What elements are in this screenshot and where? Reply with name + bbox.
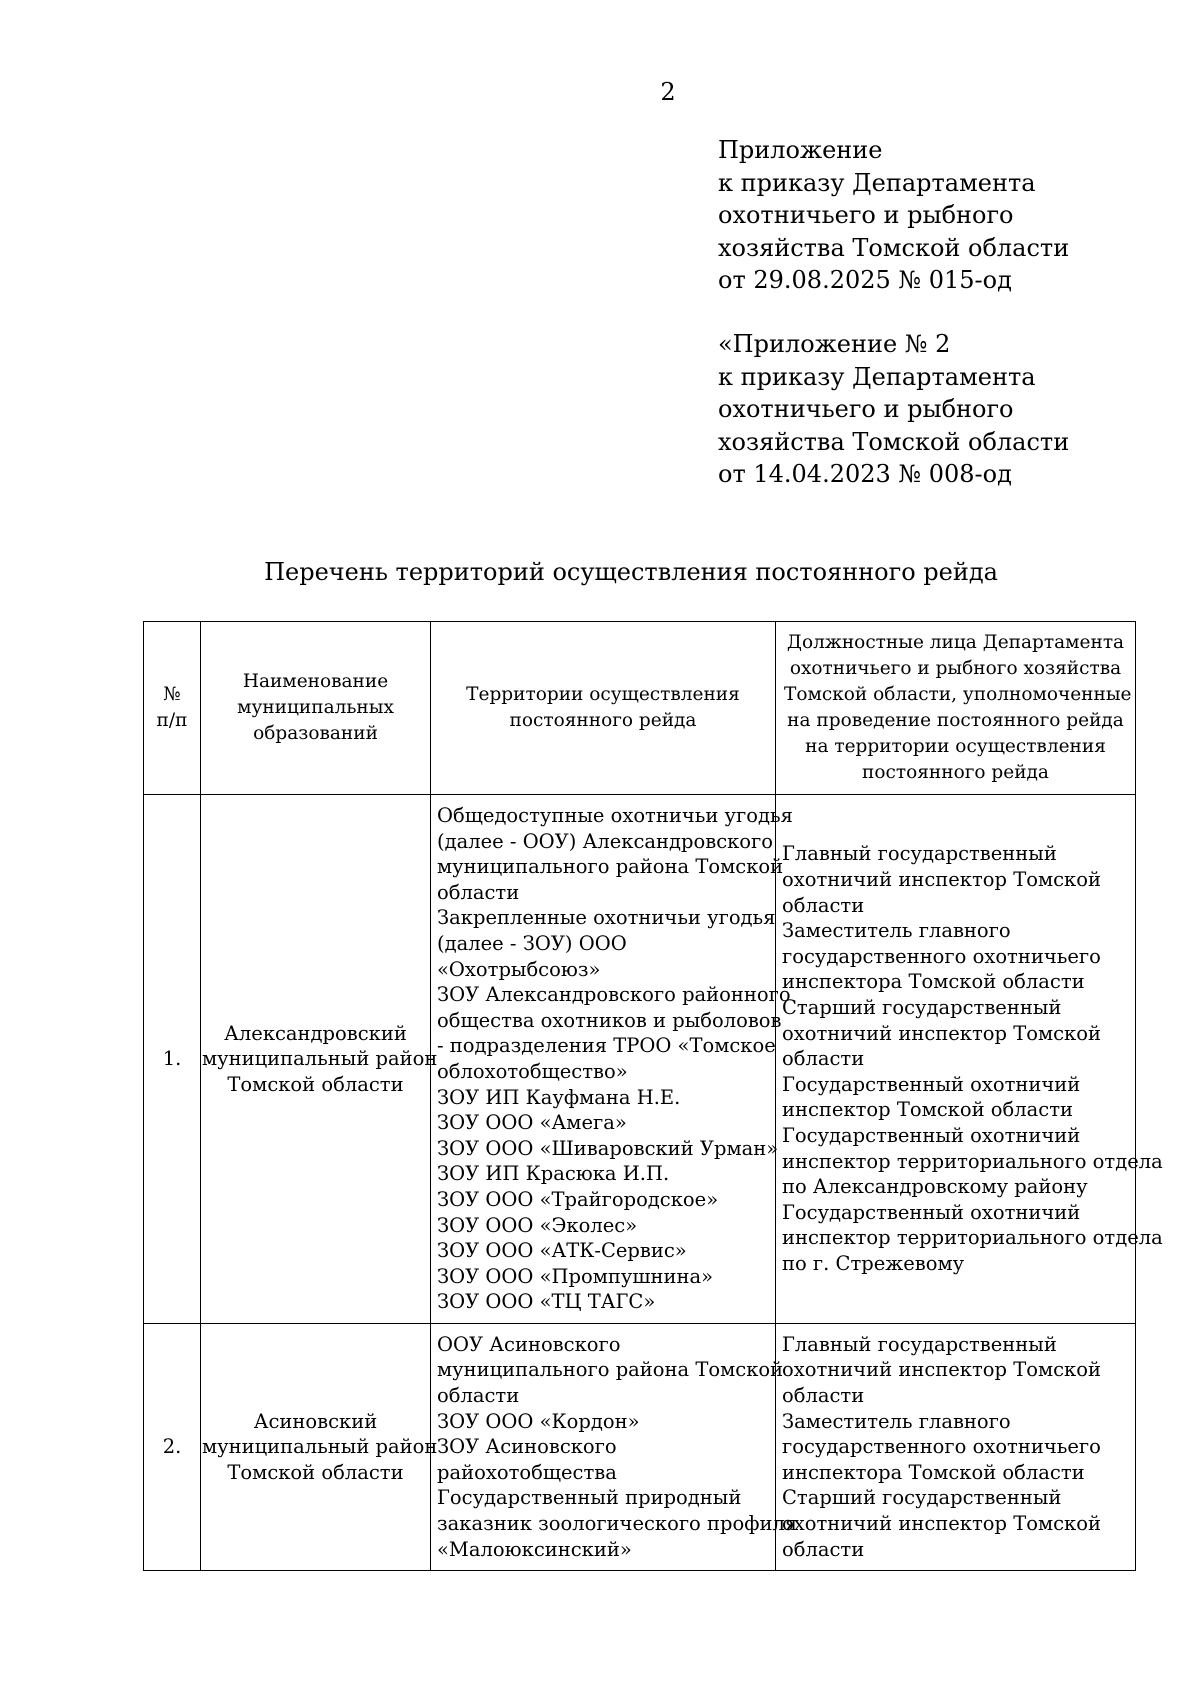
text-line: - подразделения ТРОО «Томское bbox=[437, 1034, 776, 1058]
text-line: Государственный охотничий bbox=[782, 1200, 1081, 1224]
text-line: заказник зоологического профиля bbox=[437, 1512, 798, 1536]
text-line: на территории осуществления bbox=[805, 736, 1106, 757]
text-line: области bbox=[437, 1384, 520, 1408]
text-line: № bbox=[163, 684, 181, 705]
text-line: Старший государственный bbox=[782, 1486, 1062, 1510]
text-line: области bbox=[782, 1537, 865, 1561]
text-line: области bbox=[437, 880, 520, 904]
text-line: облохотобщество» bbox=[437, 1059, 628, 1083]
text-line: Государственный охотничий bbox=[782, 1072, 1081, 1096]
text-line: охотничий инспектор Томской bbox=[782, 867, 1101, 891]
header-number bbox=[144, 622, 201, 795]
text-line: инспектора Томской области bbox=[782, 970, 1085, 994]
text-line: ЗОУ Асиновского bbox=[437, 1435, 617, 1459]
row-officials bbox=[776, 795, 1163, 1324]
text-line: «Охотрыбсоюз» bbox=[437, 957, 601, 981]
text-line: охотничьего и рыбного bbox=[718, 201, 1014, 229]
text-line: от 29.08.2025 № 015-од bbox=[718, 266, 1012, 294]
text-line: Наименование bbox=[242, 671, 389, 692]
text-line: Государственный природный bbox=[437, 1486, 742, 1510]
table-row bbox=[144, 1323, 1136, 1570]
text-line: на проведение постоянного рейда bbox=[787, 710, 1124, 731]
header-territories bbox=[431, 622, 776, 795]
text-line: постоянного рейда bbox=[862, 762, 1049, 783]
text-line: инспектора Томской области bbox=[782, 1460, 1085, 1484]
table-row bbox=[144, 795, 1136, 1324]
text-line: муниципального района Томской bbox=[437, 1358, 784, 1382]
text-line: Государственный охотничий bbox=[782, 1123, 1081, 1147]
row-municipality bbox=[201, 795, 438, 1324]
text-line: ЗОУ ООО «Шиваровский Урман» bbox=[437, 1136, 779, 1160]
text-line: охотничьего и рыбного хозяйства bbox=[789, 658, 1122, 679]
text-line: по г. Стрежевому bbox=[782, 1251, 965, 1275]
text-line: ООУ Асиновского bbox=[437, 1332, 621, 1356]
text-line: Асиновский bbox=[253, 1409, 378, 1433]
text-line: (далее - ООУ) Александровского bbox=[437, 829, 774, 853]
row-territories bbox=[431, 795, 793, 1324]
annex-current-order bbox=[718, 134, 1069, 297]
text-line: по Александровскому району bbox=[782, 1175, 1088, 1199]
row-municipality bbox=[201, 1323, 438, 1570]
text-line: Томской области, уполномоченные bbox=[784, 684, 1132, 705]
document-title: Перечень территорий осуществления постоянного рейда bbox=[264, 558, 998, 586]
text-line: Заместитель главного bbox=[782, 1409, 1011, 1433]
text-line: Приложение bbox=[718, 136, 883, 164]
text-line: муниципальный район bbox=[202, 1047, 438, 1071]
text-line: к приказу Департамента bbox=[718, 362, 1036, 391]
text-line: инспектор территориального отдела bbox=[782, 1149, 1163, 1173]
text-line: области bbox=[782, 1384, 865, 1408]
text-line: муниципального района Томской bbox=[437, 855, 784, 879]
text-line: Заместитель главного bbox=[782, 919, 1011, 943]
text-line: образований bbox=[253, 723, 378, 744]
text-line: к приказу Департамента bbox=[718, 168, 1036, 197]
table-header-row bbox=[144, 622, 1136, 795]
text-line: ЗОУ ООО «ТЦ ТАГС» bbox=[437, 1290, 656, 1314]
text-line: ЗОУ ООО «Кордон» bbox=[437, 1409, 640, 1433]
text-line: Закрепленные охотничьи угодья bbox=[437, 906, 776, 930]
text-line: ЗОУ ООО «Эколес» bbox=[437, 1213, 638, 1237]
text-line: (далее - ЗОУ) ООО bbox=[437, 931, 627, 955]
row-number: 2. bbox=[144, 1323, 201, 1570]
text-line: Томской области bbox=[227, 1460, 404, 1484]
text-line: области bbox=[782, 893, 865, 917]
text-line: Территории осуществления bbox=[466, 684, 740, 705]
text-line: охотничий инспектор Томской bbox=[782, 1512, 1101, 1536]
text-line: ЗОУ ООО «Промпушнина» bbox=[437, 1264, 714, 1288]
text-line: охотничий инспектор Томской bbox=[782, 1358, 1101, 1382]
text-line: инспектор территориального отдела bbox=[782, 1226, 1163, 1250]
row-officials bbox=[776, 1323, 1136, 1570]
annex-previous-order bbox=[718, 328, 1069, 491]
text-line: Томской области bbox=[227, 1072, 404, 1096]
text-line: райохотобщества bbox=[437, 1460, 617, 1484]
text-line: ЗОУ Александровского районного bbox=[437, 983, 791, 1007]
text-line: постоянного рейда bbox=[509, 710, 697, 731]
text-line: области bbox=[782, 1047, 865, 1071]
row-number: 1. bbox=[144, 795, 201, 1324]
text-line: охотничьего и рыбного bbox=[718, 395, 1014, 423]
page-number: 2 bbox=[660, 78, 676, 106]
text-line: муниципальный район bbox=[202, 1435, 438, 1459]
text-line: «Малоюксинский» bbox=[437, 1537, 632, 1561]
text-line: хозяйства Томской области bbox=[718, 233, 1070, 262]
header-municipality bbox=[201, 622, 431, 795]
row-territories bbox=[431, 1323, 798, 1570]
text-line: ЗОУ ИП Кауфмана Н.Е. bbox=[437, 1085, 681, 1109]
text-line: хозяйства Томской области bbox=[718, 427, 1070, 456]
text-line: охотничий инспектор Томской bbox=[782, 1021, 1101, 1045]
text-line: Должностные лица Департамента bbox=[786, 632, 1125, 653]
text-line: ЗОУ ООО «Трайгородское» bbox=[437, 1187, 719, 1211]
text-line: Общедоступные охотничьи угодья bbox=[437, 804, 793, 827]
text-line: «Приложение № 2 bbox=[718, 330, 951, 358]
text-line: Старший государственный bbox=[782, 995, 1062, 1019]
text-line: ЗОУ ООО «Амега» bbox=[437, 1111, 627, 1135]
text-line: Главный государственный bbox=[782, 842, 1057, 866]
text-line: ЗОУ ООО «АТК-Сервис» bbox=[437, 1239, 687, 1263]
text-line: инспектор Томской области bbox=[782, 1098, 1074, 1122]
text-line: Александровский bbox=[224, 1021, 407, 1045]
text-line: государственного охотничьего bbox=[782, 944, 1101, 968]
header-officials bbox=[776, 622, 1136, 795]
text-line: ЗОУ ИП Красюка И.П. bbox=[437, 1162, 670, 1186]
text-line: общества охотников и рыболовов bbox=[437, 1008, 782, 1032]
text-line: от 14.04.2023 № 008-од bbox=[718, 460, 1012, 488]
text-line: Главный государственный bbox=[782, 1332, 1057, 1356]
text-line: п/п bbox=[156, 710, 188, 731]
text-line: муниципальных bbox=[237, 697, 394, 718]
text-line: государственного охотничьего bbox=[782, 1435, 1101, 1459]
raid-territories-table bbox=[143, 621, 1163, 1571]
